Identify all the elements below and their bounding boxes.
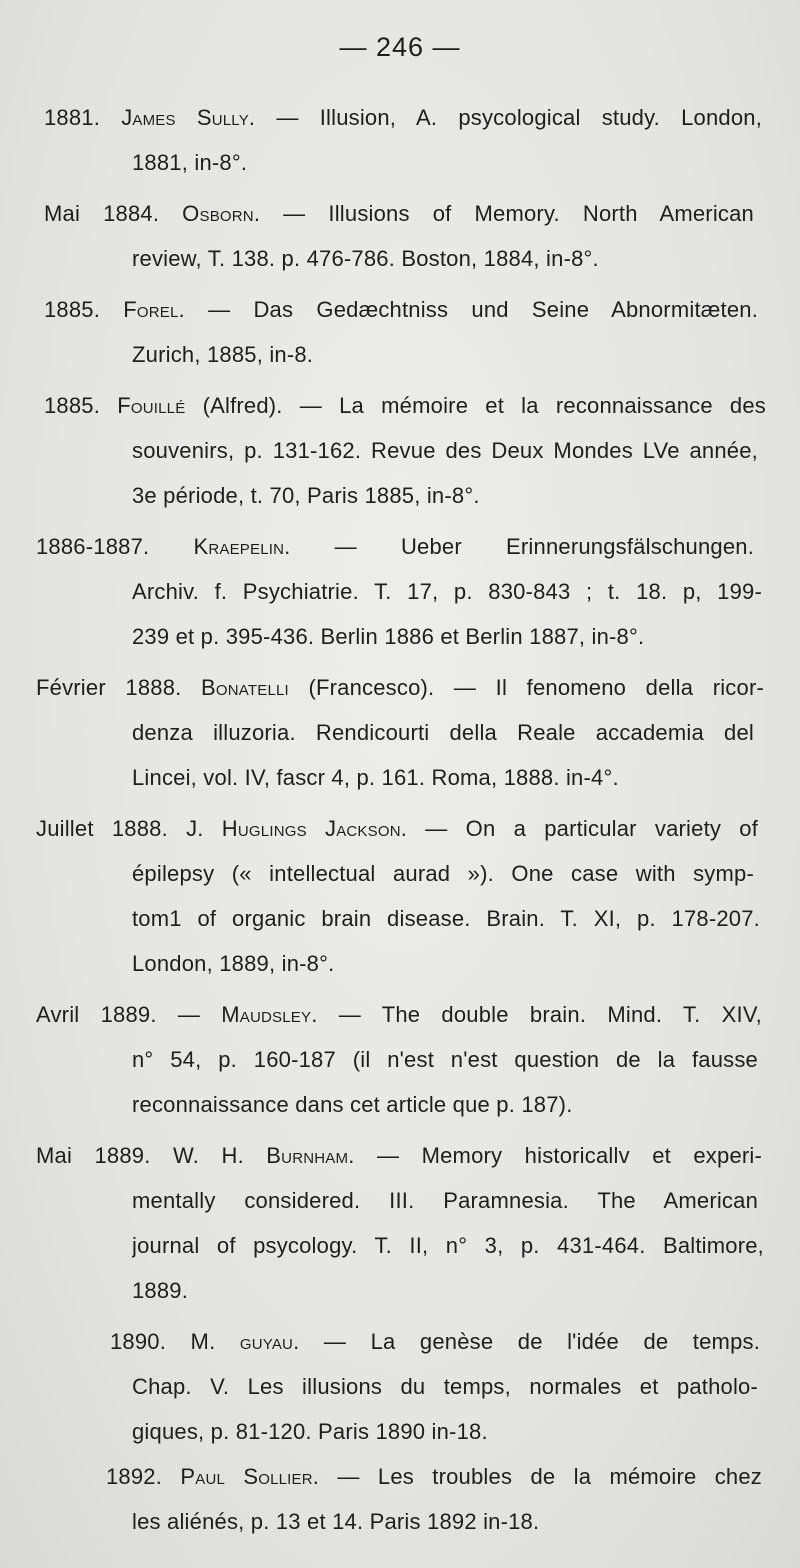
entry-author: J. Huglings Jackson. xyxy=(186,816,408,841)
entry-line: reconnaissance dans cet article que p. 187). xyxy=(132,1092,573,1117)
entry-line: 239 et p. 395-436. Berlin 1886 et Berlin 1887, in-8°. xyxy=(132,624,645,649)
entry-date: 1892. xyxy=(106,1464,163,1489)
bibliography-entry xyxy=(0,287,800,377)
bibliography-entry xyxy=(0,1454,800,1544)
entry-text: — Les troubles de la mémoire chez xyxy=(337,1464,762,1489)
entry-text: — Memory historicallv et experi- xyxy=(376,1143,762,1168)
entry-author: — Maudsley. xyxy=(177,1002,318,1027)
entry-line: Lincei, vol. IV, fascr 4, p. 161. Roma, 1888. in-4°. xyxy=(132,765,619,790)
entry-first-line xyxy=(44,191,754,236)
entry-line: denza illuzoria. Rendicourti della Reale accademia del xyxy=(132,720,754,745)
bibliography-entry xyxy=(0,806,800,986)
entry-first-line xyxy=(44,287,758,332)
entry-text: (Francesco). — Il fenomeno della ricor- xyxy=(308,675,764,700)
entry-line: giques, p. 81-120. Paris 1890 in-18. xyxy=(132,1419,488,1444)
entry-text: — Illusions of Memory. North American xyxy=(283,201,754,226)
entry-line: Chap. V. Les illusions du temps, normales et patholo- xyxy=(132,1374,758,1399)
bibliography-entry xyxy=(0,524,800,659)
entry-date: Février 1888. xyxy=(36,675,182,700)
entry-author: Kraepelin. xyxy=(193,534,291,559)
entry-text: — La genèse de l'idée de temps. xyxy=(323,1329,760,1354)
entry-text: — On a particular variety of xyxy=(425,816,758,841)
entry-author: W. H. Burnham. xyxy=(172,1143,355,1168)
entry-line: mentally considered. III. Paramnesia. The American xyxy=(132,1188,758,1213)
bibliography-entry xyxy=(0,665,800,800)
entry-date: Mai 1889. xyxy=(36,1143,151,1168)
entry-first-line xyxy=(36,992,762,1037)
bibliography-entry xyxy=(0,95,800,185)
bibliography-entry xyxy=(0,1319,800,1454)
entry-line: souvenirs, p. 131-162. Revue des Deux Mondes LVe année, xyxy=(132,438,758,463)
entry-date: 1881. xyxy=(44,105,101,130)
bibliography-entry xyxy=(0,383,800,518)
entry-line: Archiv. f. Psychiatrie. T. 17, p. 830-843 ; t. 18. p, 199- xyxy=(132,579,762,604)
bibliography-entry xyxy=(0,1133,800,1313)
entry-date: 1890. xyxy=(110,1329,167,1354)
page-number: — 246 — xyxy=(339,32,461,62)
entry-first-line xyxy=(36,524,754,569)
entry-author: James Sully. xyxy=(121,105,256,130)
entry-line: 3e période, t. 70, Paris 1885, in-8°. xyxy=(132,483,480,508)
entry-author: Fouillé xyxy=(117,393,186,418)
entry-first-line xyxy=(36,806,758,851)
entry-first-line xyxy=(36,1133,762,1178)
entry-first-line xyxy=(110,1319,760,1364)
entry-line: n° 54, p. 160-187 (il n'est n'est question de la fausse xyxy=(132,1047,758,1072)
entry-line: les aliénés, p. 13 et 14. Paris 1892 in-18. xyxy=(132,1509,540,1534)
entry-line: 1889. xyxy=(132,1278,189,1303)
entry-first-line xyxy=(44,383,766,428)
entry-line: journal of psycology. T. II, n° 3, p. 431-464. Baltimore, xyxy=(132,1233,764,1258)
bibliography-entry xyxy=(0,992,800,1127)
entry-date: 1885. xyxy=(44,297,101,322)
entry-author: Bonatelli xyxy=(201,675,289,700)
entry-author: Osborn. xyxy=(182,201,261,226)
entry-first-line xyxy=(44,95,762,140)
entry-text: — Illusion, A. psycological study. London, xyxy=(276,105,762,130)
entry-line: épilepsy (« intellectual aurad »). One case with symp- xyxy=(132,861,754,886)
entry-date: Avril 1889. xyxy=(36,1002,157,1027)
entry-text: — Das Gedæchtniss und Seine Abnormitæten. xyxy=(208,297,758,322)
entry-line: tom1 of organic brain disease. Brain. T. XI, p. 178-207. xyxy=(132,906,760,931)
bibliography-entry xyxy=(0,191,800,281)
entry-date: 1886-1887. xyxy=(36,534,150,559)
entry-author: M. guyau. xyxy=(190,1329,300,1354)
entry-date: 1885. xyxy=(44,393,101,418)
entry-line: 1881, in-8°. xyxy=(132,150,248,175)
entry-line: London, 1889, in-8°. xyxy=(132,951,335,976)
entry-first-line xyxy=(106,1454,762,1499)
entry-date: Mai 1884. xyxy=(44,201,160,226)
entry-line: review, T. 138. p. 476-786. Boston, 1884, in-8°. xyxy=(132,246,599,271)
entry-text: — Ueber Erinnerungsfälschungen. xyxy=(334,534,754,559)
entry-first-line xyxy=(36,665,764,710)
entry-date: Juillet 1888. xyxy=(36,816,168,841)
bibliography-list xyxy=(0,95,800,1544)
entry-author: Forel. xyxy=(123,297,185,322)
entry-text: (Alfred). — La mémoire et la reconnaissance des xyxy=(202,393,766,418)
entry-text: — The double brain. Mind. T. XIV, xyxy=(338,1002,762,1027)
entry-line: Zurich, 1885, in-8. xyxy=(132,342,314,367)
entry-author: Paul Sollier. xyxy=(180,1464,320,1489)
